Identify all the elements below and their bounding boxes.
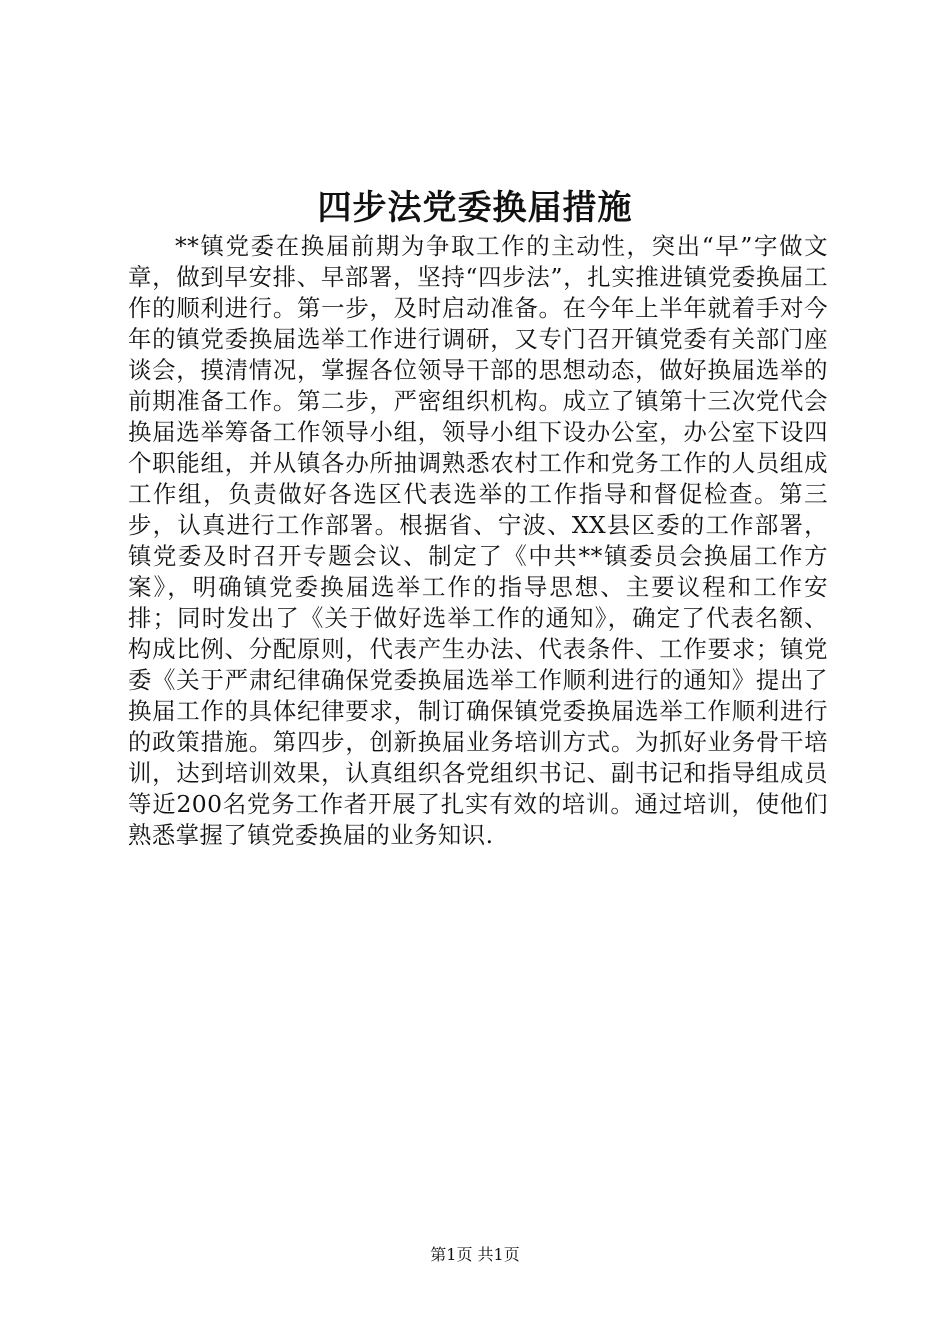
document-title: 四步法党委换届措施	[317, 188, 633, 228]
body-paragraph: **镇党委在换届前期为争取工作的主动性，突出“早”字做文章，做到早安排、早部署，坚持“四步法”，扎实推进镇党委换届工作的顺利进行。第一步，及时启动准备。在今年上半年就着手对今年的镇党委换届选举工作进行调研，又专门召开镇党委有关部门座谈会，摸清情况，掌握各位领导干部的思想动态，做好换届选举的前期准备工作。第二步，严密组织机构。成立了镇第十三次党代会换届选举筹备工作领导小组，领导小组下设办公室，办公室下设四个职能组，并从镇各办所抽调熟悉农村工作和党务工作的人员组成工作组，负责做好各选区代表选举的工作指导和督促检查。第三步，认真进行工作部署。根据省、宁波、XX县区委的工作部署，镇党委及时召开专题会议、制定了《中共**镇委员会换届工作方案》，明确镇党委换届选举工作的指导思想、主要议程和工作安排；同时发出了《关于做好选举工作的通知》，确定了代表名额、构成比例、分配原则，代表产生办法、代表条件、工作要求；镇党委《关于严肃纪律确保党委换届选举工作顺利进行的通知》提出了换届工作的具体纪律要求，制订确保镇党委换届选举工作顺利进行的政策措施。第四步，创新换届业务培训方式。为抓好业务骨干培训，达到培训效果，认真组织各党组织书记、副书记和指导组成员等近200名党务工作者开展了扎实有效的培训。通过培训，使他们熟悉掌握了镇党委换届的业务知识.	[128, 232, 828, 849]
page-footer: 第1页 共1页	[430, 1245, 520, 1264]
